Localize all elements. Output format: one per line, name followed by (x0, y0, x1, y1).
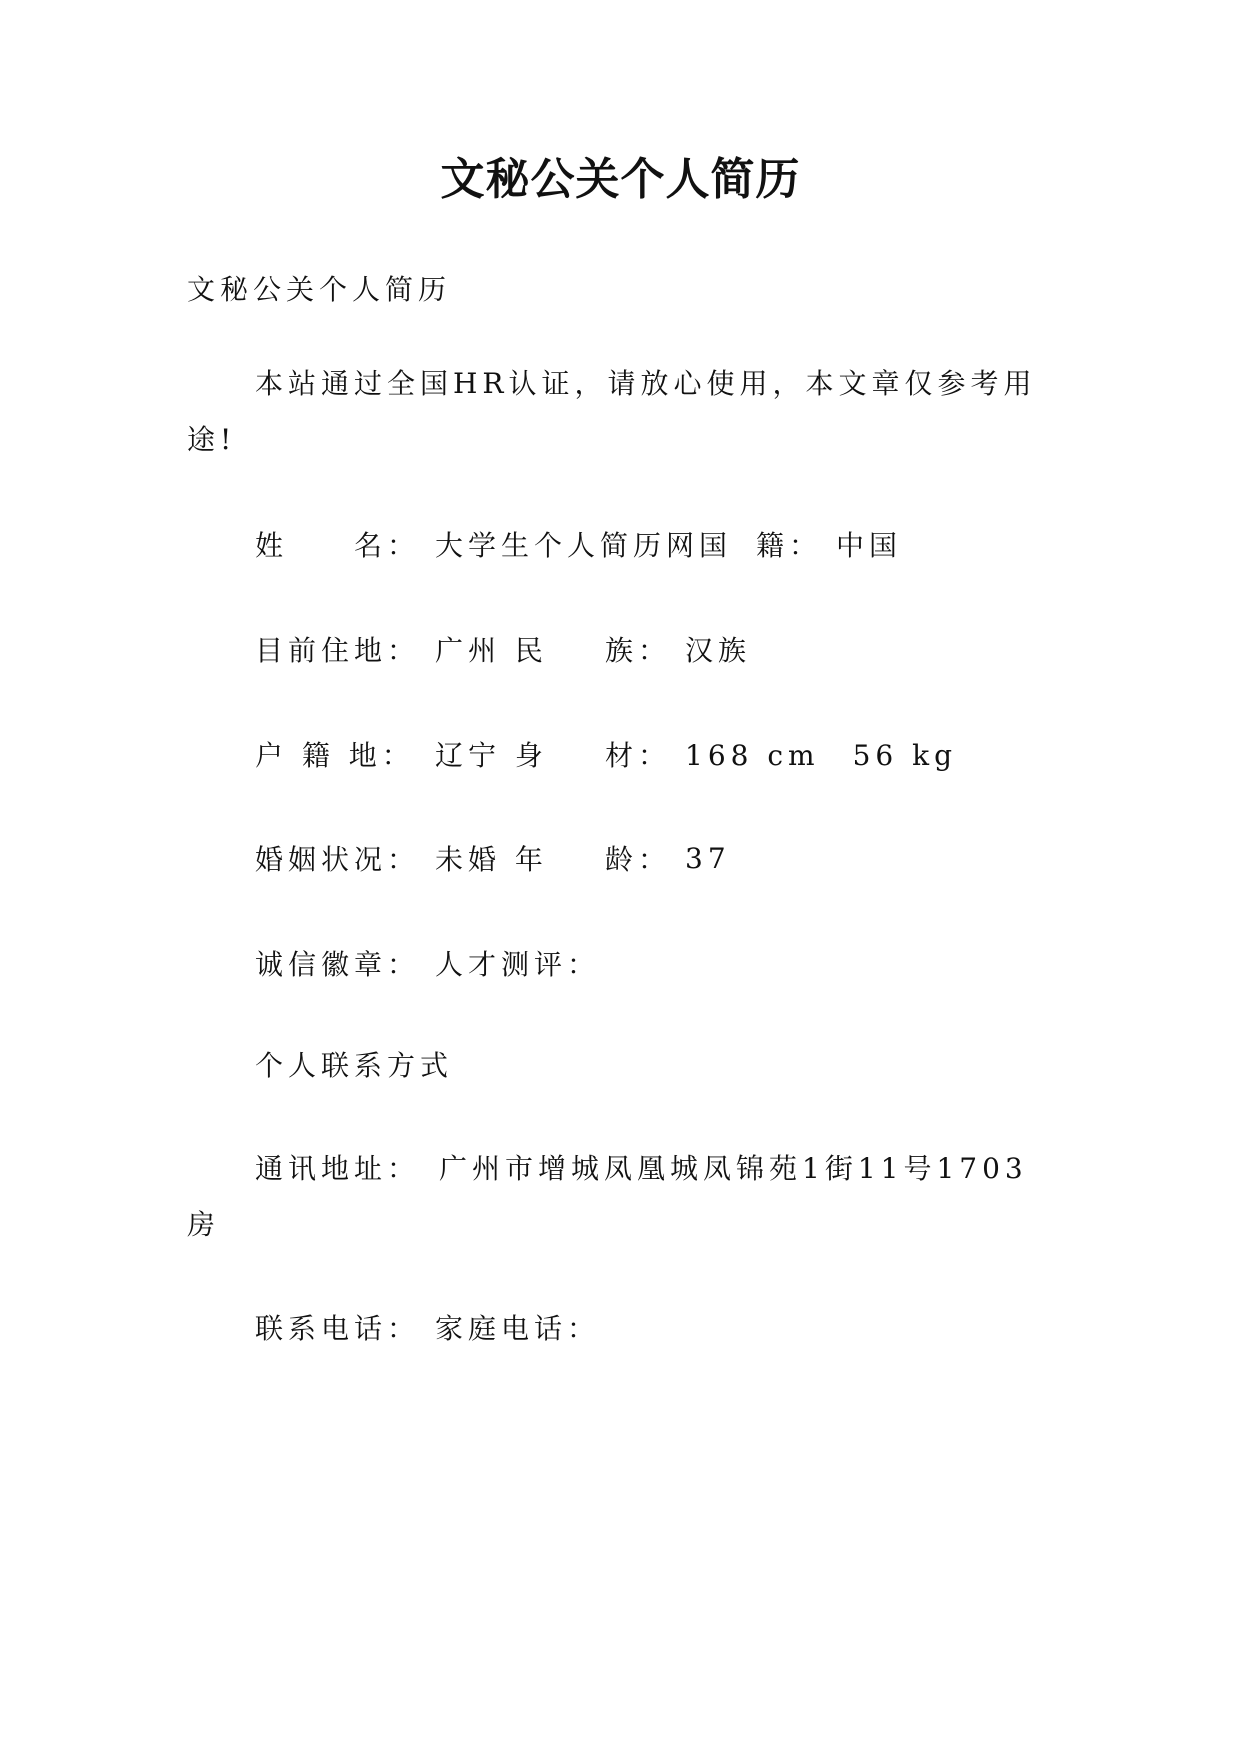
name-label: 姓 名： (255, 529, 421, 562)
hometown-label: 户 籍 地： (255, 739, 415, 772)
figure-label: 材： (605, 739, 672, 772)
hometown-height-row (255, 726, 957, 782)
talent-assessment-label: 人才测评： (435, 948, 601, 981)
marital-age-row (255, 830, 731, 886)
age-value: 37 (685, 841, 731, 875)
marital-status-label: 婚姻状况： (255, 843, 421, 876)
ethnicity-label: 族： (605, 634, 672, 667)
hometown-value: 辽宁 身 (435, 739, 548, 772)
ethnicity-value: 汉族 (685, 634, 752, 667)
name-value: 大学生个人简历网国 (435, 529, 733, 562)
contact-heading: 个人联系方式 (255, 1049, 454, 1082)
document-subtitle: 文秘公关个人简历 (187, 273, 452, 306)
residence-value: 广州 民 (435, 634, 548, 667)
phone-row (255, 1299, 600, 1355)
residence-label: 目前住地： (255, 634, 421, 667)
nationality-value: 中国 (836, 529, 903, 562)
integrity-badge-label: 诚信徽章： (255, 948, 421, 981)
age-label: 龄： (605, 843, 672, 876)
name-nationality-row (255, 516, 902, 572)
address-paragraph: 通讯地址： 广州市增城凤凰城凤锦苑1街11号1703房 (187, 1152, 1028, 1241)
page-title: 文秘公关个人简历 (440, 154, 801, 205)
badge-assessment-row (255, 935, 600, 991)
figure-value: 168 cm 56 kg (685, 739, 957, 772)
residence-ethnicity-row (255, 621, 751, 677)
nationality-label: 籍： (756, 529, 823, 562)
intro-paragraph: 本站通过全国HR认证，请放心使用，本文章仅参考用途! (187, 367, 1037, 456)
home-phone-label: 家庭电话： (435, 1312, 601, 1345)
marital-status-value: 未婚 年 (435, 843, 548, 876)
phone-label: 联系电话： (255, 1312, 421, 1345)
